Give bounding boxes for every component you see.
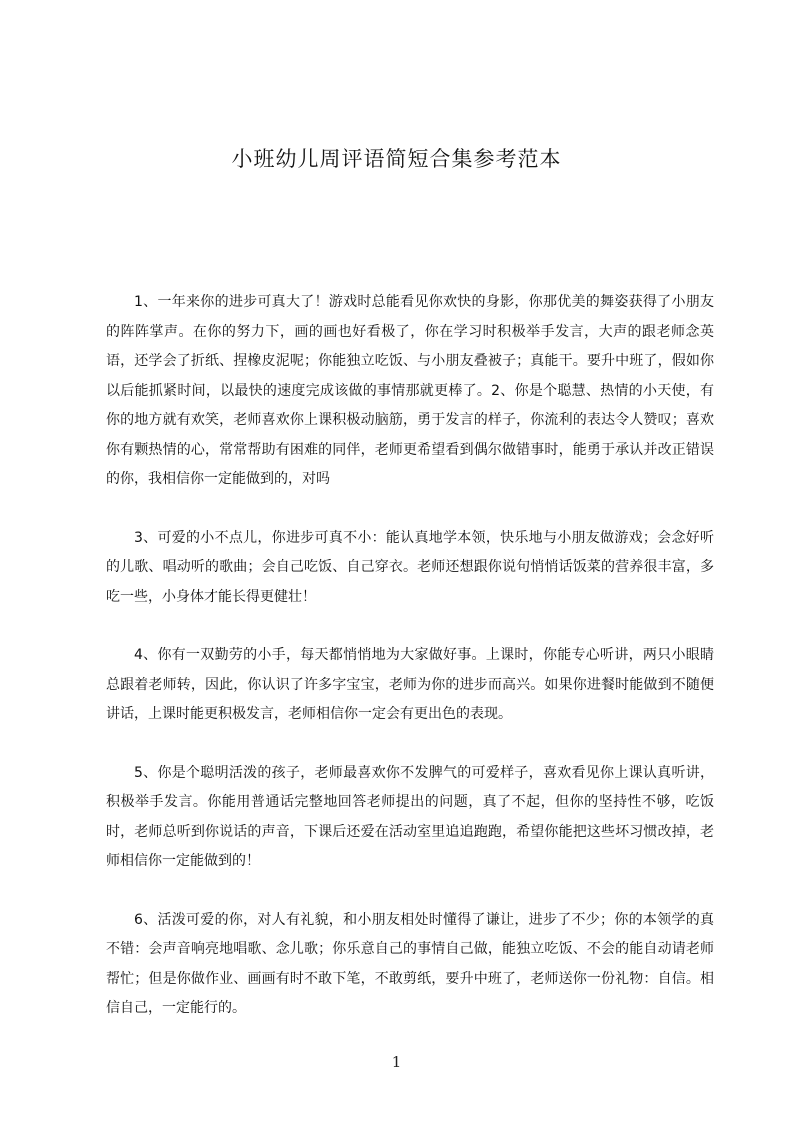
paragraph-6: 6、活泼可爱的你，对人有礼貌，和小朋友相处时懂得了谦让，进步了不少；你的本领学的真不错：会声音响亮地唱歌、念儿歌；你乐意自己的事情自己做，能独立吃饭、不会的能自动请老师帮忙；但是你做作业、画画有时不敢下笔，不敢剪纸，要升中班了，老师送你一份礼物：自信。相信自己，一定能行的。 — [106, 911, 714, 1016]
page-number: 1 — [391, 1053, 402, 1071]
document-title: 小班幼儿周评语简短合集参考范本 — [231, 147, 562, 171]
document-body — [106, 288, 714, 1053]
paragraph-4: 4、你有一双勤劳的小手，每天都悄悄地为大家做好事。上课时，你能专心听讲，两只小眼睛总跟着老师转，因此，你认识了许多字宝宝，老师为你的进步而高兴。如果你进餐时能做到不随便讲话，上课时能更积极发言，老师相信你一定会有更出色的表现。 — [106, 647, 714, 722]
paragraph-1: 1、一年来你的进步可真大了！游戏时总能看见你欢快的身影，你那优美的舞姿获得了小朋友的阵阵掌声。在你的努力下，画的画也好看极了，你在学习时积极举手发言，大声的跟老师念英语，还学会了折纸、捏橡皮泥呢；你能独立吃饭、与小朋友叠被子；真能干。要升中班了，假如你以后能抓紧时间，以最快的速度完成该做的事情那就更棒了。2、你是个聪慧、热情的小天使，有你的地方就有欢笑，老师喜欢你上课积极动脑筋，勇于发言的样子，你流利的表达令人赞叹；喜欢你有颗热情的心，常常帮助有困难的同伴，老师更希望看到偶尔做错事时，能勇于承认并改正错误的你，我相信你一定能做到的，对吗 — [106, 294, 714, 487]
paragraph-5: 5、你是个聪明活泼的孩子，老师最喜欢你不发脾气的可爱样子，喜欢看见你上课认真听讲，积极举手发言。你能用普通话完整地回答老师提出的问题，真了不起，但你的坚持性不够，吃饭时，老师总听到你说话的声音，下课后还爱在活动室里追追跑跑，希望你能把这些坏习惯改掉，老师相信你一定能做到的！ — [106, 764, 714, 869]
paragraph-3: 3、可爱的小不点儿，你进步可真不小：能认真地学本领，快乐地与小朋友做游戏；会念好听的儿歌、唱动听的歌曲；会自己吃饭、自己穿衣。老师还想跟你说句悄悄话饭菜的营养很丰富，多吃一些，小身体才能长得更健壮！ — [106, 529, 714, 605]
